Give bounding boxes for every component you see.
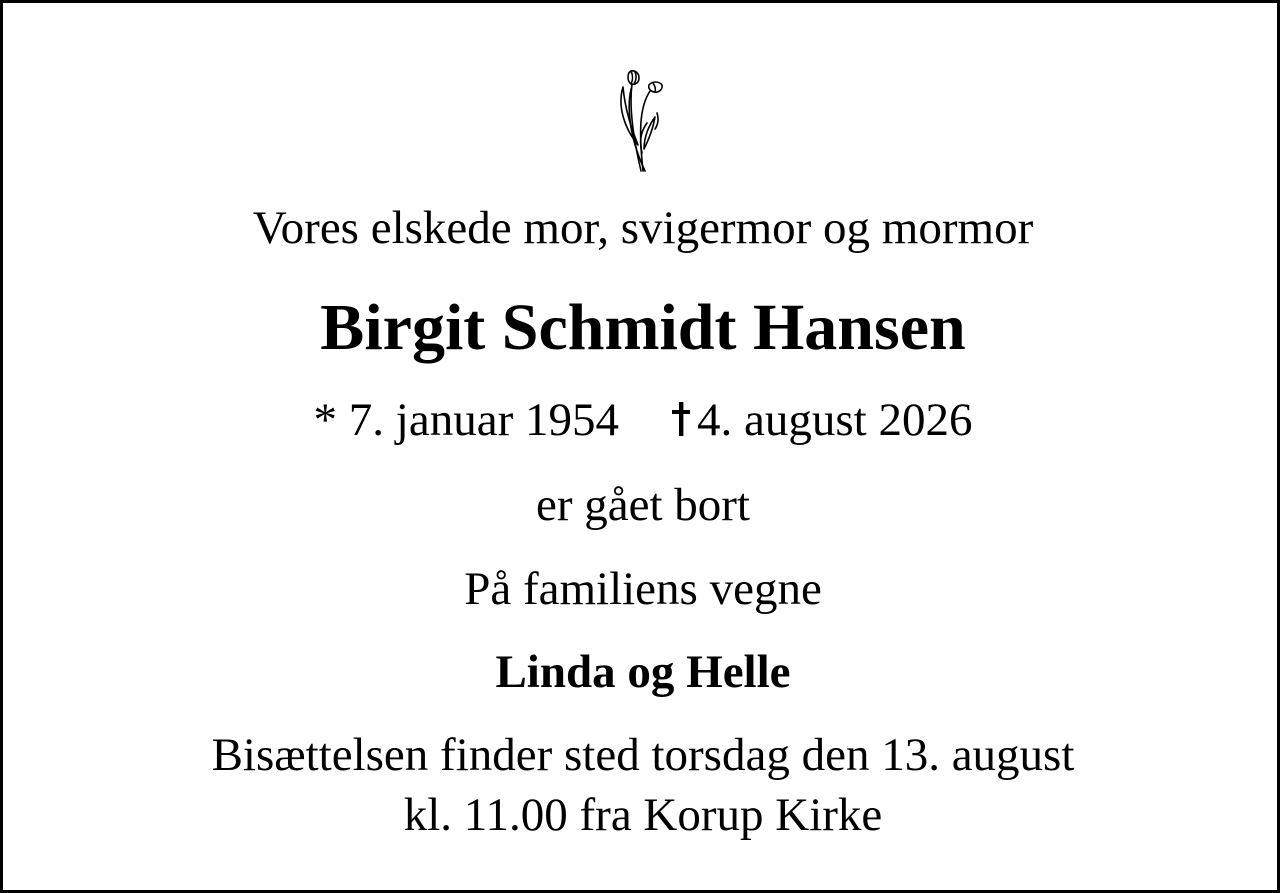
funeral-info-line-2: kl. 11.00 fra Korup Kirke [403,789,883,841]
life-dates [3,394,1280,446]
birth-date: * 7. januar 1954 [313,394,619,446]
funeral-info-line-1: Bisættelsen finder sted torsdag den 13. august [211,729,1075,781]
passed-away-text: er gået bort [535,479,750,531]
on-behalf-text: På familiens vegne [464,563,822,615]
intro-text: Vores elskede mor, svigermor og mormor [252,202,1034,254]
deceased-name: Birgit Schmidt Hansen [320,291,966,364]
signers-names: Linda og Helle [495,646,791,698]
cross-icon [671,401,691,437]
death-date: 4. august 2026 [696,394,973,446]
tulip-icon [611,67,675,175]
